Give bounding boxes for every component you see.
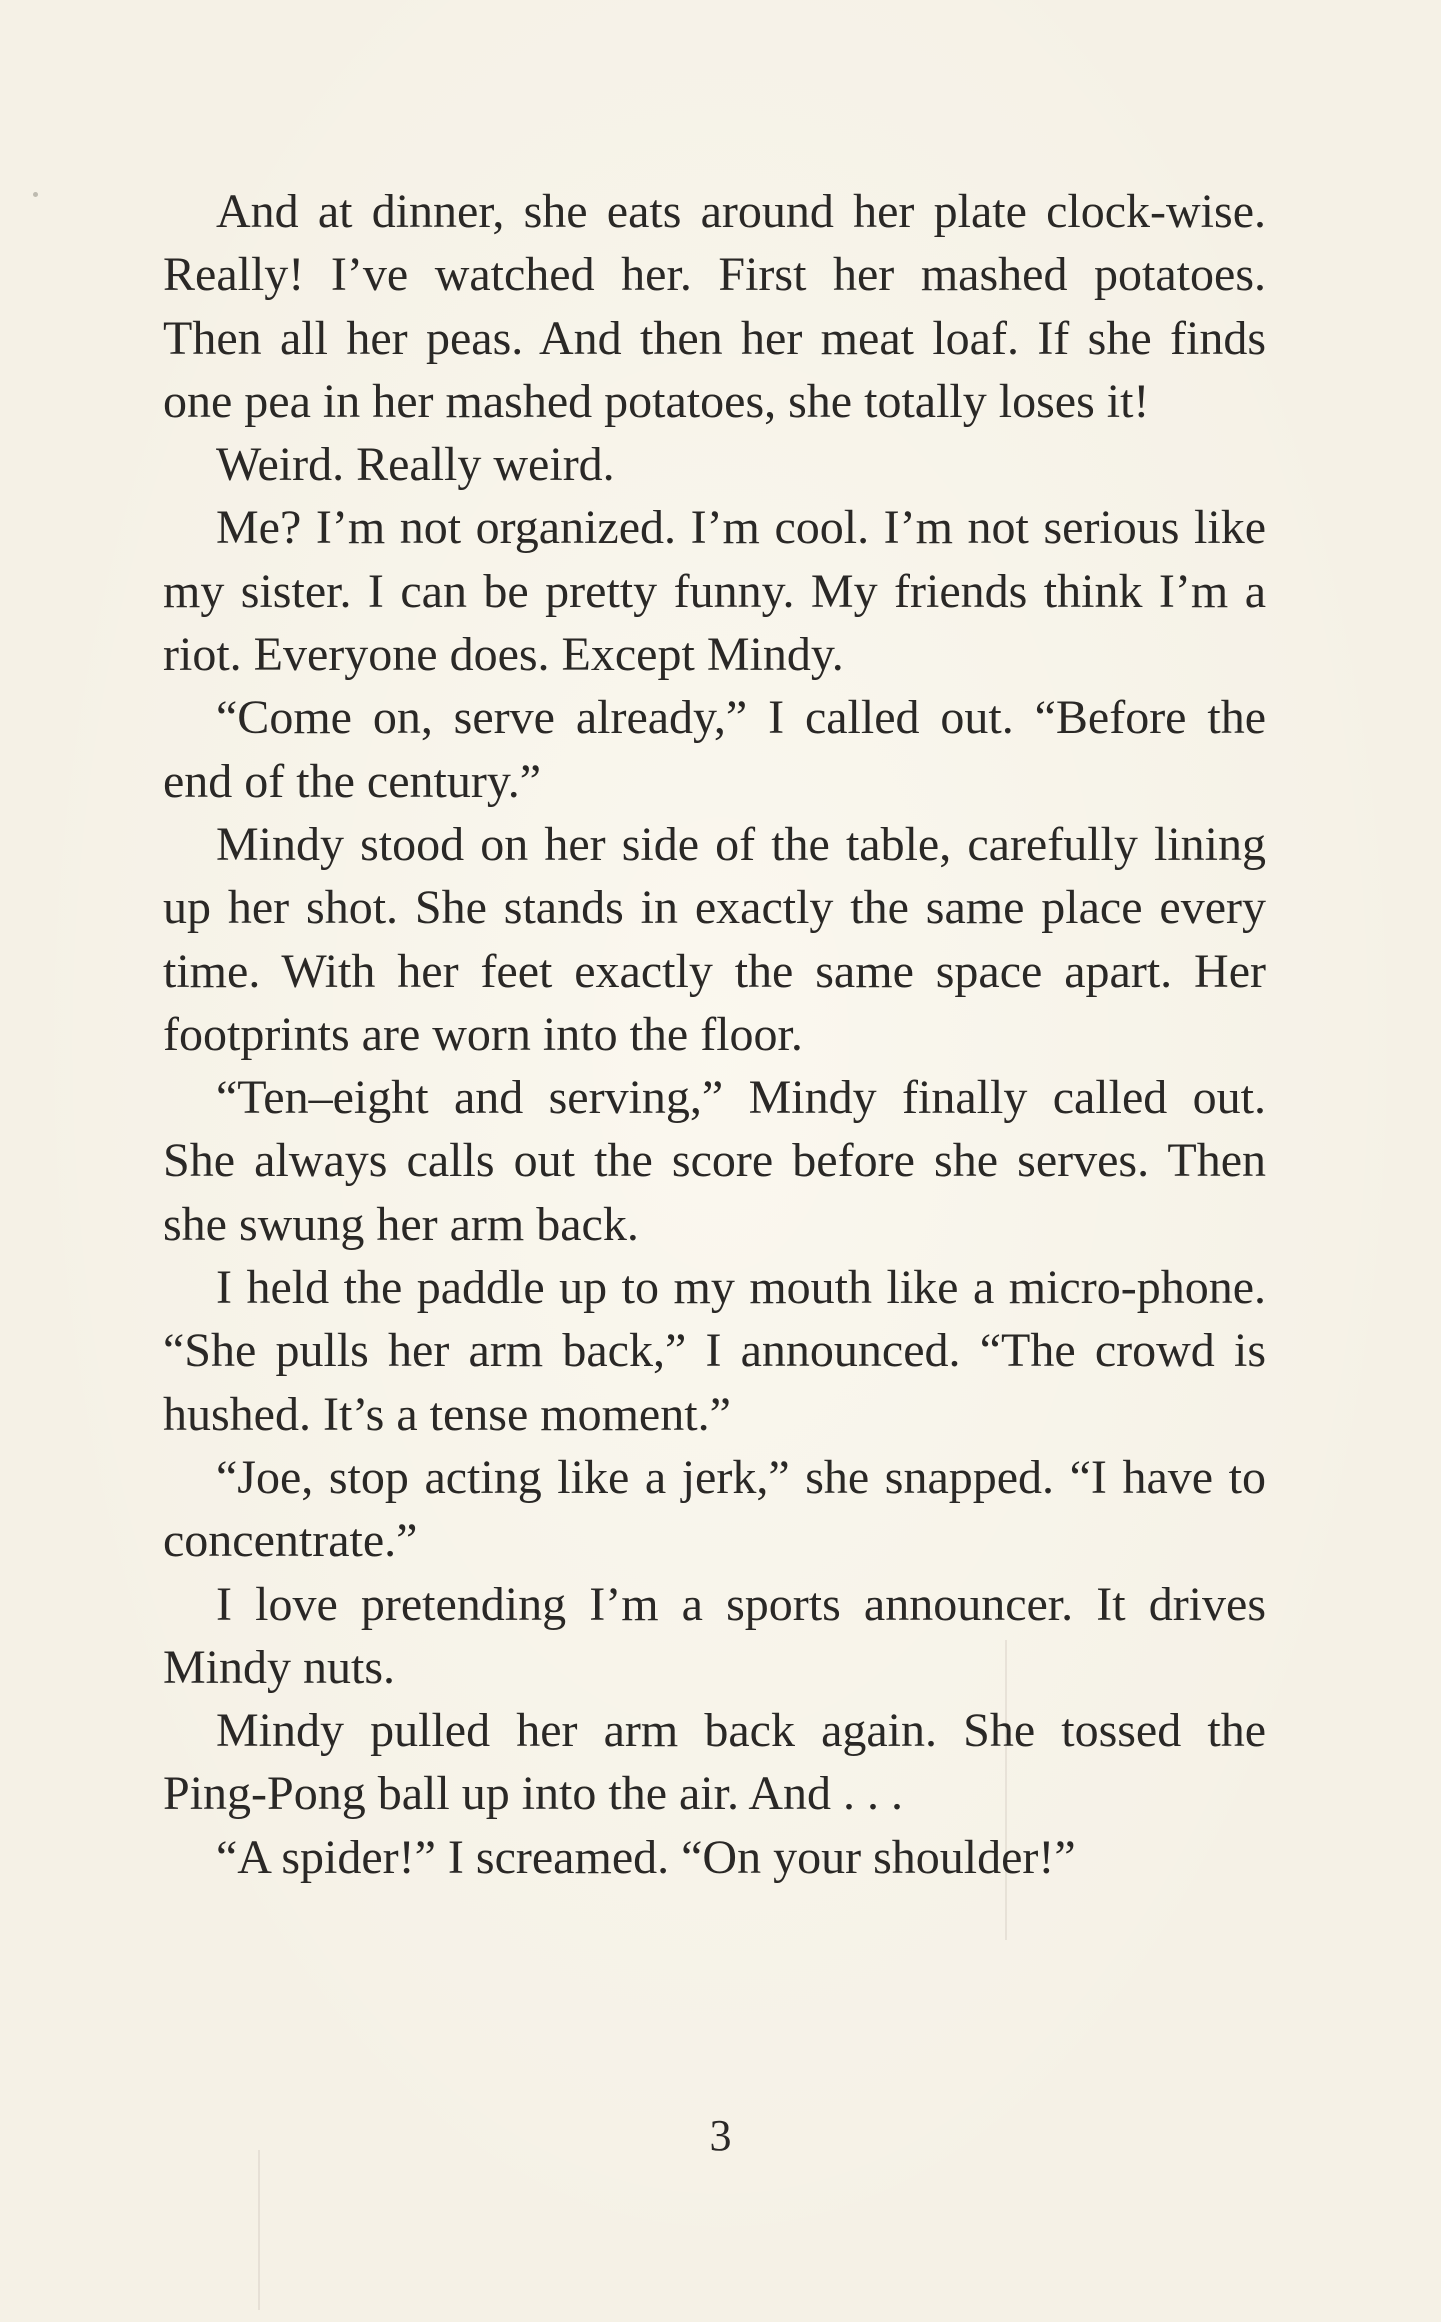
- scan-artifact-dot: [33, 192, 38, 197]
- paragraph: “Joe, stop acting like a jerk,” she snapped. “I have to concentrate.”: [163, 1450, 1266, 1568]
- paragraph: “Come on, serve already,” I called out. “Before the end of the century.”: [163, 691, 1266, 808]
- scan-artifact-line: [258, 2150, 260, 2310]
- paragraph: I love pretending I’m a sports announcer. It drives Mindy nuts.: [163, 1577, 1266, 1694]
- paragraph: Weird. Really weird.: [216, 438, 615, 492]
- paragraph: Mindy stood on her side of the table, carefully lining up her shot. She stands in exactly the same place every time. With her feet exactly the same space apart. Her footprints are worn into the floor.: [163, 817, 1266, 1061]
- paragraph: Me? I’m not organized. I’m cool. I’m not serious like my sister. I can be pretty funny. My friends think I’m a riot. Everyone does. Except Mindy.: [163, 501, 1266, 682]
- paragraph: “A spider!” I screamed. “On your shoulder!”: [216, 1830, 1076, 1884]
- paragraph: I held the paddle up to my mouth like a micro-phone. “She pulls her arm back,” I announced. “The crowd is hushed. It’s a tense moment.”: [163, 1261, 1266, 1441]
- paragraph: And at dinner, she eats around her plate clock-wise. Really! I’ve watched her. First her mashed potatoes. Then all her peas. And then her meat loaf. If she finds one pea in her mashed potatoes, she totally loses it!: [163, 185, 1266, 428]
- body-text: [163, 180, 1266, 1889]
- page-number: 3: [709, 2111, 732, 2160]
- paragraph: Mindy pulled her arm back again. She tossed the Ping-Pong ball up into the air. And . . .: [163, 1704, 1266, 1821]
- paragraph: “Ten–eight and serving,” Mindy finally called out. She always calls out the score before she serves. Then she swung her arm back.: [163, 1071, 1266, 1251]
